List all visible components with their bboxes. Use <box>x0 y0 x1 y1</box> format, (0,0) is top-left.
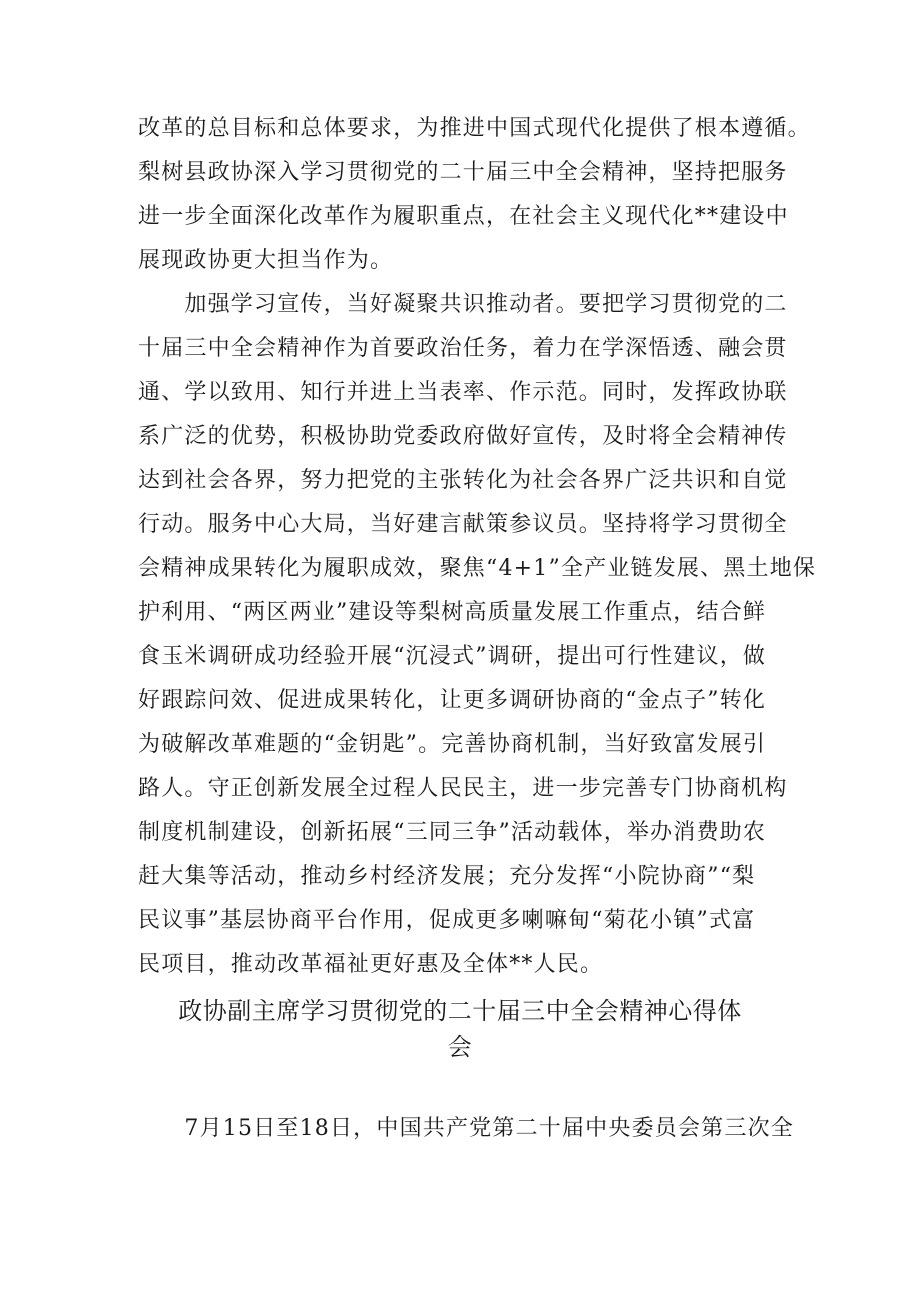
text-line: 达到社会各界，努力把党的主张转化为社会各界广泛共识和自觉 <box>138 468 788 493</box>
text-line: 制度机制建设，创新拓展“三同三争”活动载体，举办消费助农 <box>138 820 767 845</box>
text-line: 改革的总目标和总体要求，为推进中国式现代化提供了根本遵循。 <box>138 116 811 141</box>
text-line: 通、学以致用、知行并进上当表率、作示范。同时，发挥政协联 <box>138 380 788 405</box>
text-line: 好跟踪问效、促进成果转化，让更多调研协商的“金点子”转化 <box>138 688 767 713</box>
text-line: 梨树县政协深入学习贯彻党的二十届三中全会精神，坚持把服务 <box>138 160 788 185</box>
text-line: 赶大集等活动，推动乡村经济发展；充分发挥“小院协商”“梨 <box>138 864 756 889</box>
text-line: 路人。守正创新发展全过程人民民主，进一步完善专门协商机构 <box>138 776 788 801</box>
heading-line-2: 会 <box>447 1033 473 1061</box>
text-line: 7月15日至18日，中国共产党第二十届中央委员会第三次全 <box>138 1116 794 1141</box>
heading-line-1: 政协副主席学习贯彻党的二十届三中全会精神心得体 <box>178 997 742 1025</box>
text-line: 护利用、“两区两业”建设等梨树高质量发展工作重点，结合鲜 <box>138 600 767 625</box>
text-line: 进一步全面深化改革作为履职重点，在社会主义现代化**建设中 <box>138 204 789 229</box>
text-line: 会精神成果转化为履职成效，聚焦“4+1”全产业链发展、黑土地保 <box>138 556 817 581</box>
text-line: 食玉米调研成功经验开展“沉浸式”调研，提出可行性建议，做 <box>138 644 767 669</box>
text-line: 加强学习宣传，当好凝聚共识推动者。要把学习贯彻党的二 <box>138 292 788 317</box>
text-line: 民议事”基层协商平台作用，促成更多喇嘛甸“菊花小镇”式富 <box>138 908 756 933</box>
text-line: 为破解改革难题的“金钥匙”。完善协商机制，当好致富发展引 <box>138 732 767 757</box>
text-line: 系广泛的优势，积极协助党委政府做好宣传，及时将全会精神传 <box>138 424 788 449</box>
text-line: 行动。服务中心大局，当好建言献策参议员。坚持将学习贯彻全 <box>138 512 788 537</box>
text-line: 十届三中全会精神作为首要政治任务，着力在学深悟透、融会贯 <box>138 336 788 361</box>
text-line: 展现政协更大担当作为。 <box>138 248 394 273</box>
text-line: 民项目，推动改革福祉更好惠及全体**人民。 <box>138 952 604 977</box>
